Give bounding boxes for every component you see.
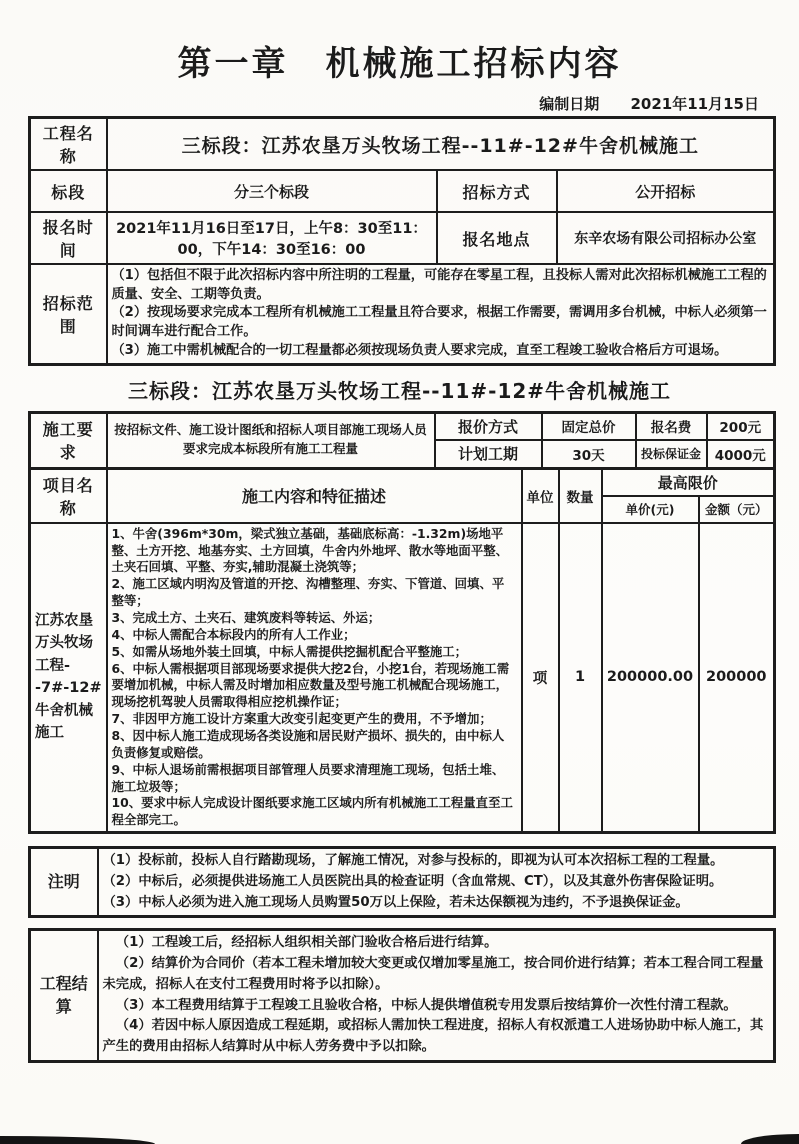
- date-line: [28, 93, 773, 114]
- scope-row: [30, 264, 775, 364]
- quote-method-label: 报价方式: [435, 412, 542, 440]
- settlement-item: （2）结算价为合同价（若本工程未增加较大变更或仅增加零星施工，按合同价进行结算；若本工程合同工程量未完成，招标人在支付工程费用时将予以扣除）。: [102, 956, 764, 992]
- content-item: 9、中标人退场前需根据项目部管理人员要求清理施工现场，包括土堆、施工垃圾等；: [111, 761, 505, 794]
- signup-row: [30, 212, 775, 264]
- section-row: [30, 170, 775, 212]
- amount-value: 200000: [699, 523, 775, 833]
- project-name-row: [30, 118, 775, 171]
- col-amount: 金额（元）: [699, 496, 775, 523]
- scan-edge-bottom-right: [741, 1134, 799, 1144]
- note-item: （1）投标前，投标人自行踏勘现场，了解施工情况，对参与投标的，即视为认可本次招标工程的工程量。: [102, 853, 724, 869]
- scope-item: （1）包括但不限于此次招标内容中所注明的工程量，可能存在零星工程，且投标人需对此次招标机械施工工程的质量、安全、工期等负责。: [111, 268, 767, 302]
- bid-summary-table: [28, 411, 776, 470]
- bid-detail-table: [28, 467, 776, 834]
- note-item: （3）中标人必须为进入施工现场人员购置50万以上保险，若未达保额视为违约，不予退换保证金。: [102, 894, 689, 910]
- quantity-value: 1: [559, 523, 602, 833]
- scope-item: （2）按现场要求完成本工程所有机械施工工程量且符合要求，根据工作需要，需调用多台机械，中标人必须第一时间调车进行配合工作。: [111, 305, 767, 340]
- detail-header-row: [30, 468, 775, 496]
- project-name-value: 三标段：江苏农垦万头牧场工程--11#-12#牛舍机械施工: [107, 118, 775, 171]
- settlement-content: [98, 930, 775, 1061]
- settlement-item: （3）本工程费用结算于工程竣工且验收合格，中标人提供增值税专用发票后按结算价一次性付清工程款。: [115, 997, 737, 1013]
- scope-item: （3）施工中需机械配合的一切工程量都必须按现场负责人要求完成，直至工程竣工验收合格后方可退场。: [111, 342, 728, 358]
- settlement-row: [30, 930, 775, 1061]
- page-title: 第一章 机械施工招标内容: [177, 44, 622, 84]
- requirement-label: 施工要求: [30, 412, 107, 468]
- settlement-item: （1）工程竣工后，经招标人组织相关部门验收合格后进行结算。: [115, 935, 498, 951]
- content-item: 3、完成土方、土夹石、建筑废料等转运、外运；: [111, 609, 381, 625]
- quote-method-value: 固定总价: [542, 412, 636, 440]
- signup-time-value: 2021年11月16日至17日，上午8：30至11：00，下午14：30至16：00: [107, 212, 437, 264]
- col-unit-price: 单价(元): [602, 496, 699, 523]
- project-name-label: 工程名称: [30, 118, 107, 171]
- unit-price-value: 200000.00: [602, 523, 699, 833]
- plan-period-label: 计划工期: [435, 440, 542, 468]
- col-content: 施工内容和特征描述: [107, 468, 522, 523]
- detail-content-row: [30, 523, 775, 833]
- notes-table: [28, 846, 776, 918]
- notes-content: [98, 848, 775, 917]
- content-item: 6、中标人需根据项目部现场要求提供大挖2台，小挖1台，若现场施工需要增加机械，中标人需及时增加相应数量及型号施工机械配合现场施工，现场挖机驾驶人员需取得相应挖机操作证；: [111, 660, 510, 710]
- content-item: 8、因中标人施工造成现场各类设施和居民财产损坏、损失的，由中标人负责修复或赔偿。: [111, 727, 505, 760]
- content-item: 1、牛舍(396m*30m，梁式独立基础，基础底标高：-1.32m)场地平整、土方开挖、地基夯实、土方回填，牛舍内外地坪、散水等地面平整、土夹石回填、平整、夯实,辅助混凝土浇筑等；: [111, 525, 508, 575]
- settlement-label: 工程结算: [30, 930, 98, 1061]
- requirement-value: 按招标文件、施工设计图纸和招标人项目部施工现场人员要求完成本标段所有施工工程量: [107, 412, 435, 468]
- section-title: 三标段：江苏农垦万头牧场工程--11#-12#牛舍机械施工: [127, 378, 672, 403]
- date-label: 编制日期: [539, 95, 600, 113]
- content-item: 4、中标人需配合本标段内的所有人工作业；: [111, 626, 356, 642]
- scan-edge-bottom-left: [0, 1136, 155, 1144]
- scope-content: [107, 264, 775, 364]
- note-item: （2）中标后，必须提供进场施工人员医院出具的检查证明（含血常规、CT），以及其意外伤害保险证明。: [102, 873, 723, 889]
- date-value: 2021年11月15日: [630, 95, 759, 113]
- section-label: 标段: [30, 170, 107, 212]
- info-table: [28, 116, 776, 366]
- bid-method-value: 公开招标: [557, 170, 775, 212]
- content-item: 10、要求中标人完成设计图纸要求施工区域内所有机械施工工程量直至工程全部完工。: [111, 795, 513, 828]
- unit-value: 项: [522, 523, 559, 833]
- notes-row: [30, 848, 775, 917]
- content-item: 2、施工区域内明沟及管道的开挖、沟槽整理、夯实、下管道、回填、平整等；: [111, 576, 505, 609]
- col-item-name: 项目名称: [30, 468, 107, 523]
- scope-label: 招标范围: [30, 264, 107, 364]
- col-quantity: 数量: [559, 468, 602, 523]
- content-item: 5、如需从场地外装土回填，中标人需提供挖掘机配合平整施工；: [111, 643, 468, 659]
- content-item: 7、非因甲方施工设计方案重大改变引起变更产生的费用，不予增加；: [111, 711, 492, 727]
- bid-bond-label: 投标保证金: [636, 440, 707, 468]
- signup-place-label: 报名地点: [437, 212, 557, 264]
- bid-method-label: 招标方式: [437, 170, 557, 212]
- signup-place-value: 东辛农场有限公司招标办公室: [557, 212, 775, 264]
- col-unit: 单位: [522, 468, 559, 523]
- quote-row: [30, 412, 775, 440]
- section-value: 分三个标段: [107, 170, 437, 212]
- col-max-price: 最高限价: [602, 468, 775, 496]
- settlement-table: [28, 928, 776, 1062]
- signup-time-label: 报名时间: [30, 212, 107, 264]
- settlement-item: （4）若因中标人原因造成工程延期，或招标人需加快工程进度，招标人有权派遣工人进场协助中标人施工，其产生的费用由招标人结算时从中标人劳务费中予以扣除。: [102, 1018, 764, 1055]
- bid-bond-value: 4000元: [707, 440, 775, 468]
- content-description: [107, 523, 522, 833]
- notes-label: 注明: [30, 848, 98, 917]
- item-name: 江苏农垦万头牧场工程--7#-12#牛舍机械施工: [30, 523, 107, 833]
- signup-fee-label: 报名费: [636, 412, 707, 440]
- signup-fee-value: 200元: [707, 412, 775, 440]
- plan-period-value: 30天: [542, 440, 636, 468]
